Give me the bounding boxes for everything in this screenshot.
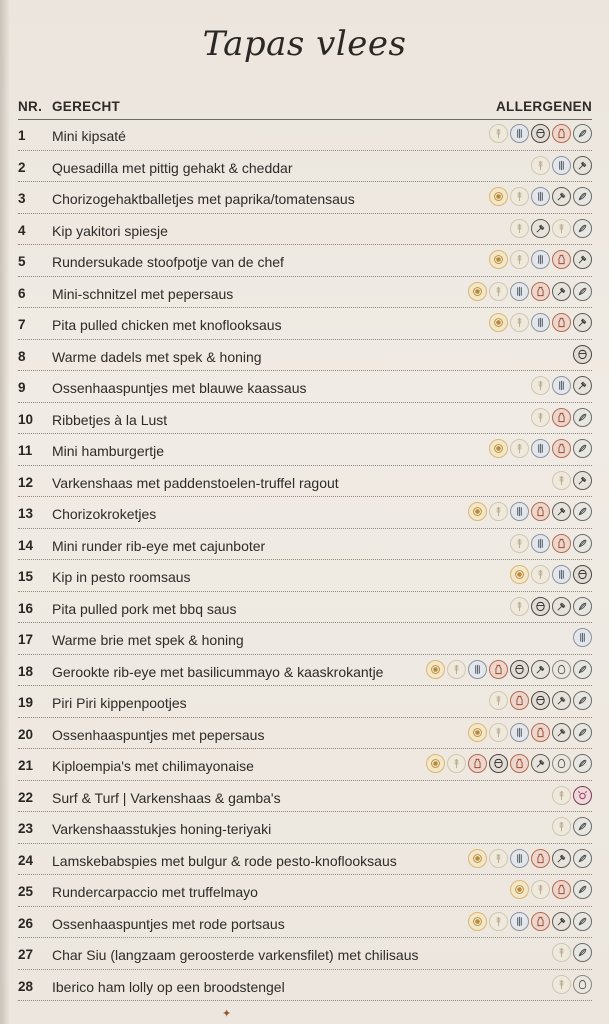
item-number: 3 [18, 191, 26, 206]
menu-item-row [18, 277, 592, 309]
allergen-icons [489, 439, 592, 458]
celery-icon [531, 313, 550, 332]
milk-icon [468, 754, 487, 773]
menu-item-row [18, 655, 592, 687]
item-name: Ossenhaaspuntjes met blauwe kaassaus [52, 380, 307, 396]
sesame-icon [489, 187, 508, 206]
egg-icon [552, 660, 571, 679]
soy-icon [573, 219, 592, 238]
sesame-icon [468, 282, 487, 301]
soy-icon [573, 187, 592, 206]
menu-item-row [18, 844, 592, 876]
milk-icon [531, 912, 550, 931]
item-name: Ossenhaaspuntjes met rode portsaus [52, 915, 285, 932]
item-name: Chorizokroketjes [52, 506, 157, 522]
nuts-icon [531, 597, 550, 616]
nuts-icon [531, 691, 550, 710]
menu-item-row [18, 970, 592, 1002]
mustard-icon [531, 219, 550, 238]
item-name: Rundercarpaccio met truffelmayo [52, 884, 258, 900]
gluten-icon [447, 754, 466, 773]
celery-icon [510, 723, 529, 742]
item-name: Chorizogehaktballetjes met paprika/tomatensaus [52, 191, 355, 207]
milk-icon [531, 282, 550, 301]
allergen-icons [531, 408, 592, 427]
gluten-icon [510, 534, 529, 553]
gluten-icon [531, 376, 550, 395]
sesame-icon [489, 250, 508, 269]
item-name: Ossenhaaspuntjes met pepersaus [52, 726, 265, 743]
milk-icon [510, 691, 529, 710]
egg-icon [573, 975, 592, 994]
menu-item-row [18, 686, 592, 718]
item-name: Ribbetjes à la Lust [52, 411, 168, 428]
mustard-icon [552, 597, 571, 616]
celery-icon [531, 187, 550, 206]
gluten-icon [489, 691, 508, 710]
mustard-icon [552, 502, 571, 521]
nuts-icon [489, 754, 508, 773]
mustard-icon [552, 691, 571, 710]
item-name: Warme brie met spek & honing [52, 632, 244, 648]
menu-item-row [18, 371, 592, 403]
egg-icon [552, 754, 571, 773]
item-name: Iberico ham lolly op een broodstengel [52, 978, 285, 995]
item-number: 12 [18, 474, 34, 490]
nuts-icon [531, 124, 550, 143]
allergen-icons [468, 912, 592, 931]
mustard-icon [531, 660, 550, 679]
milk-icon [531, 849, 550, 868]
milk-icon [552, 250, 571, 269]
sesame-icon [510, 880, 529, 899]
allergen-icons [510, 880, 592, 899]
mustard-icon [531, 754, 550, 773]
soy-icon [573, 912, 592, 931]
menu-item-row [18, 403, 592, 435]
allergen-icons [552, 471, 592, 490]
item-number: 25 [18, 884, 34, 899]
gluten-icon [552, 219, 571, 238]
gluten-icon [510, 219, 529, 238]
celery-icon [531, 534, 550, 553]
table-header [18, 97, 592, 117]
milk-icon [552, 124, 571, 143]
item-name: Mini kipsaté [52, 128, 126, 144]
item-number: 27 [18, 947, 34, 962]
gluten-icon [552, 817, 571, 836]
gluten-icon [489, 849, 508, 868]
soy-icon [573, 754, 592, 773]
soy-icon [573, 723, 592, 742]
allergen-icons [426, 660, 592, 679]
item-number: 4 [18, 222, 26, 238]
allergen-icons [468, 282, 592, 301]
item-name: Kip yakitori spiesje [52, 222, 168, 239]
item-name: Mini runder rib-eye met cajunboter [52, 537, 266, 554]
gluten-icon [552, 943, 571, 962]
item-number: 10 [18, 411, 34, 427]
menu-item-row [18, 718, 592, 750]
item-number: 8 [18, 348, 26, 364]
allergen-icons [573, 628, 592, 647]
item-number: 5 [18, 254, 26, 269]
allergen-icons [510, 565, 592, 584]
menu-item-row [18, 466, 592, 498]
soy-icon [573, 849, 592, 868]
mustard-icon [552, 282, 571, 301]
mustard-icon [552, 723, 571, 742]
allergen-icons [468, 849, 592, 868]
item-name: Char Siu (langzaam geroosterde varkensfilet) met chilisaus [52, 947, 419, 963]
soy-icon [573, 439, 592, 458]
menu-list [18, 119, 592, 1001]
mustard-icon [573, 376, 592, 395]
allergen-icons [510, 597, 592, 616]
item-number: 11 [18, 443, 33, 458]
allergen-icons [510, 534, 592, 553]
item-name: Kip in pesto roomsaus [52, 569, 191, 585]
allergen-icons [489, 124, 592, 143]
item-name: Mini hamburgertje [52, 443, 165, 459]
celery-icon [510, 849, 529, 868]
milk-icon [489, 660, 508, 679]
item-name: Pita pulled chicken met knoflooksaus [52, 317, 282, 333]
menu-item-row [18, 151, 592, 183]
allergen-icons [489, 250, 592, 269]
allergen-icons [531, 376, 592, 395]
soy-icon [573, 817, 592, 836]
gluten-icon [447, 660, 466, 679]
gluten-icon [489, 912, 508, 931]
milk-icon [531, 502, 550, 521]
gluten-icon [489, 282, 508, 301]
item-number: 19 [18, 695, 34, 710]
gluten-icon [531, 408, 550, 427]
menu-item-row [18, 214, 592, 246]
gluten-icon [510, 597, 529, 616]
item-name: Gerookte rib-eye met basilicummayo & kaaskrokantje [52, 663, 384, 680]
soy-icon [573, 408, 592, 427]
menu-item-row [18, 875, 592, 907]
gluten-icon [510, 439, 529, 458]
milk-icon [510, 754, 529, 773]
item-number: 26 [18, 915, 34, 931]
item-name: Surf & Turf | Varkenshaas & gamba's [52, 789, 281, 806]
gluten-icon [489, 502, 508, 521]
nuts-icon [510, 660, 529, 679]
item-name: Varkenshaasstukjes honing-teriyaki [52, 821, 272, 837]
menu-item-row [18, 907, 592, 939]
menu-item-row [18, 592, 592, 624]
gluten-icon [489, 723, 508, 742]
menu-item-row [18, 308, 592, 340]
item-name: Quesadilla met pittig gehakt & cheddar [52, 159, 293, 176]
sesame-icon [426, 660, 445, 679]
soy-icon [573, 660, 592, 679]
allergen-icons [468, 723, 592, 742]
soy-icon [573, 124, 592, 143]
milk-icon [531, 723, 550, 742]
allergen-icons [552, 943, 592, 962]
menu-item-row [18, 497, 592, 529]
menu-item-row [18, 434, 592, 466]
celery-icon [510, 124, 529, 143]
item-number: 24 [18, 852, 34, 868]
celery-icon [552, 156, 571, 175]
mustard-icon [573, 313, 592, 332]
gluten-icon [531, 880, 550, 899]
menu-item-row [18, 340, 592, 372]
item-number: 15 [18, 569, 34, 584]
item-number: 7 [18, 317, 26, 332]
menu-item-row [18, 781, 592, 813]
milk-icon [552, 439, 571, 458]
item-name: Lamskebabspies met bulgur & rode pesto-knoflooksaus [52, 852, 397, 869]
celery-icon [531, 250, 550, 269]
soy-icon [573, 943, 592, 962]
soy-icon [573, 597, 592, 616]
menu-item-row [18, 182, 592, 214]
header-dish: GERECHT [52, 99, 121, 114]
celery-icon [468, 660, 487, 679]
item-number: 20 [18, 726, 34, 742]
item-name: Piri Piri kippenpootjes [52, 695, 187, 711]
allergen-icons [426, 754, 592, 773]
mustard-icon [573, 250, 592, 269]
header-nr: NR. [18, 99, 43, 114]
gluten-icon [531, 156, 550, 175]
item-number: 13 [18, 506, 34, 521]
item-name: Varkenshaas met paddenstoelen-truffel ragout [52, 474, 339, 491]
item-number: 28 [18, 978, 34, 994]
allergen-icons [552, 975, 592, 994]
item-number: 17 [18, 632, 34, 647]
item-number: 16 [18, 600, 34, 616]
gluten-icon [510, 187, 529, 206]
allergen-icons [510, 219, 592, 238]
nuts-icon [573, 565, 592, 584]
item-number: 18 [18, 663, 34, 679]
item-name: Warme dadels met spek & honing [52, 348, 262, 365]
sesame-icon [426, 754, 445, 773]
gluten-icon [510, 250, 529, 269]
item-number: 6 [18, 285, 26, 301]
menu-item-row [18, 623, 592, 655]
allergen-icons [489, 313, 592, 332]
item-number: 22 [18, 789, 34, 805]
item-number: 23 [18, 821, 34, 836]
soy-icon [573, 534, 592, 553]
mustard-icon [573, 471, 592, 490]
allergen-icons [489, 187, 592, 206]
page-edge-shadow [0, 0, 10, 1024]
item-name: Mini-schnitzel met pepersaus [52, 285, 234, 302]
milk-icon [552, 408, 571, 427]
menu-item-row [18, 245, 592, 277]
item-name: Kiploempia's met chilimayonaise [52, 758, 254, 774]
gluten-icon [552, 975, 571, 994]
menu-item-row [18, 529, 592, 561]
crustacean-icon [573, 786, 592, 805]
page-title: Tapas vlees [202, 24, 407, 64]
sesame-icon [468, 502, 487, 521]
sesame-icon [489, 313, 508, 332]
sesame-icon [468, 912, 487, 931]
footer-ornament: ✦ [222, 1007, 232, 1020]
item-name: Pita pulled pork met bbq saus [52, 600, 237, 617]
allergen-icons [531, 156, 592, 175]
gluten-icon [489, 124, 508, 143]
milk-icon [552, 880, 571, 899]
gluten-icon [552, 471, 571, 490]
allergen-icons [552, 817, 592, 836]
menu-item-row [18, 938, 592, 970]
soy-icon [573, 502, 592, 521]
mustard-icon [552, 187, 571, 206]
item-number: 14 [18, 537, 34, 553]
allergen-icons [573, 345, 592, 364]
nuts-icon [573, 345, 592, 364]
soy-icon [573, 282, 592, 301]
mustard-icon [552, 849, 571, 868]
soy-icon [573, 691, 592, 710]
item-number: 1 [18, 128, 26, 143]
item-number: 2 [18, 159, 26, 175]
soy-icon [573, 880, 592, 899]
allergen-icons [489, 691, 592, 710]
item-number: 21 [18, 758, 34, 773]
item-name: Rundersukade stoofpotje van de chef [52, 254, 284, 270]
sesame-icon [489, 439, 508, 458]
menu-item-row [18, 749, 592, 781]
menu-item-row [18, 560, 592, 592]
mustard-icon [573, 156, 592, 175]
celery-icon [531, 439, 550, 458]
milk-icon [552, 313, 571, 332]
gluten-icon [552, 786, 571, 805]
celery-icon [552, 376, 571, 395]
menu-item-row [18, 812, 592, 844]
sesame-icon [468, 849, 487, 868]
menu-item-row [18, 119, 592, 151]
mustard-icon [552, 912, 571, 931]
allergen-icons [468, 502, 592, 521]
sesame-icon [468, 723, 487, 742]
celery-icon [573, 628, 592, 647]
celery-icon [510, 502, 529, 521]
celery-icon [510, 912, 529, 931]
milk-icon [552, 534, 571, 553]
gluten-icon [510, 313, 529, 332]
item-number: 9 [18, 380, 26, 395]
header-allergens: ALLERGENEN [495, 99, 592, 114]
gluten-icon [531, 565, 550, 584]
allergen-icons [552, 786, 592, 805]
celery-icon [552, 565, 571, 584]
celery-icon [510, 282, 529, 301]
sesame-icon [510, 565, 529, 584]
